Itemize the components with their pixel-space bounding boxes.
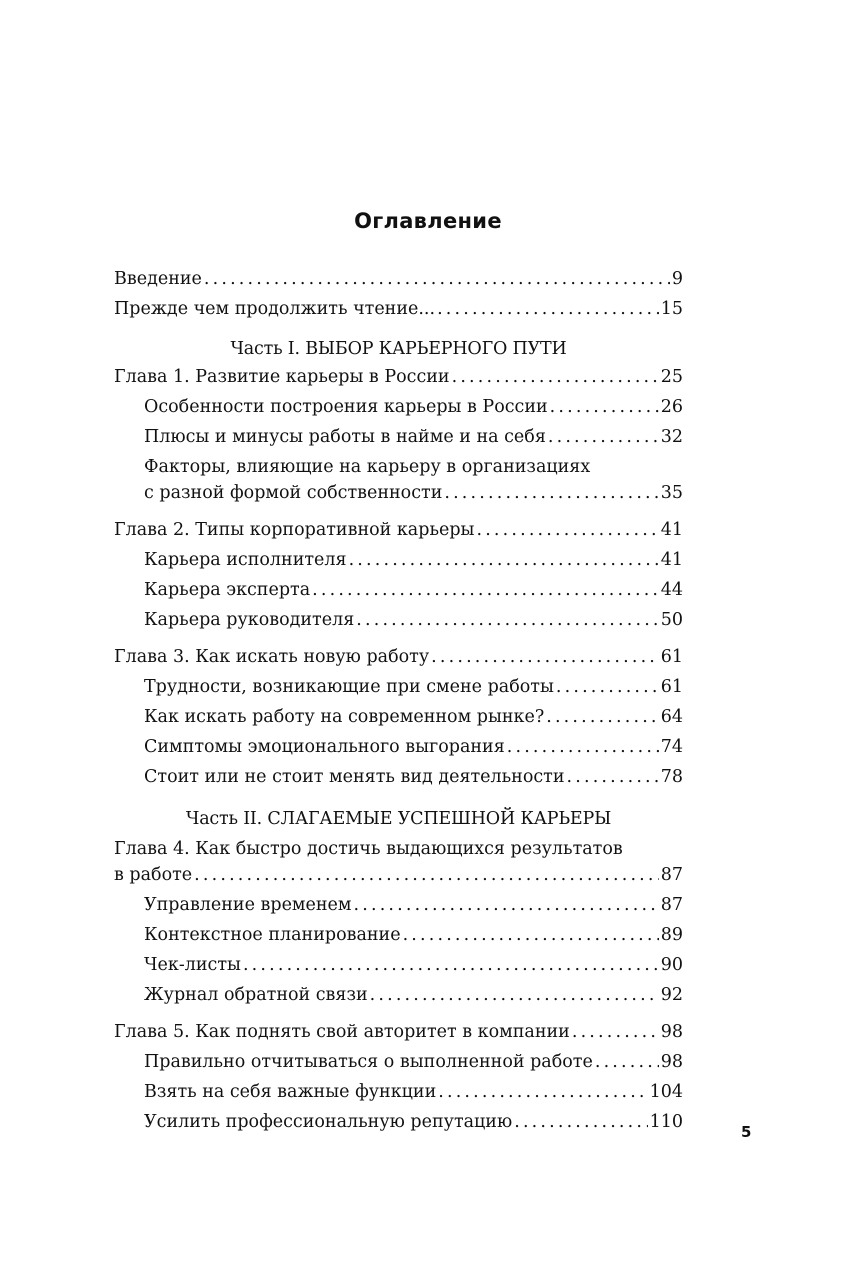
entry-label: Как искать работу на современном рынке? <box>144 707 545 727</box>
entry-label: Симптомы эмоционального выгорания <box>144 737 505 757</box>
section-entry <box>114 1049 683 1075</box>
entry-page: 89 <box>660 925 683 945</box>
entry-label: Журнал обратной связи <box>144 985 368 1005</box>
dot-leader <box>370 982 659 1008</box>
entry-label: Карьера эксперта <box>144 580 311 600</box>
chapter-entry <box>114 1019 683 1045</box>
section-entry-line: Факторы, влияющие на карьеру в организациях <box>144 457 591 477</box>
chapter-entry <box>114 364 683 390</box>
entry-page: 78 <box>660 767 683 787</box>
entry-label: Усилить профессиональную репутацию <box>144 1112 513 1132</box>
dot-leader <box>349 547 659 573</box>
entry-page: 61 <box>660 677 683 697</box>
chapter-entry <box>114 644 683 670</box>
dot-leader <box>452 364 659 390</box>
chapter-entry <box>114 517 683 543</box>
dot-leader <box>595 1049 659 1075</box>
section-entry <box>114 577 683 603</box>
dot-leader <box>194 862 659 888</box>
dot-leader <box>556 674 659 700</box>
toc-entry <box>114 296 683 322</box>
dot-leader <box>476 517 658 543</box>
entry-page: 41 <box>660 550 683 570</box>
entry-label: Управление временем <box>144 895 352 915</box>
page-number: 5 <box>741 1123 752 1141</box>
entry-label: Карьера исполнителя <box>144 550 347 570</box>
part-heading: Часть II. СЛАГАЕМЫЕ УСПЕШНОЙ КАРЬЕРЫ <box>185 809 612 829</box>
entry-page: 61 <box>660 647 683 667</box>
entry-page: 15 <box>660 299 683 319</box>
dot-leader <box>312 577 659 603</box>
dot-leader <box>572 1019 659 1045</box>
entry-label: Стоит или не стоит менять вид деятельности <box>144 767 565 787</box>
section-entry <box>114 1109 683 1135</box>
table-of-contents <box>114 266 683 1135</box>
dot-leader <box>550 394 659 420</box>
part-heading: Часть I. ВЫБОР КАРЬЕРНОГО ПУТИ <box>230 339 567 359</box>
section-entry <box>114 1079 683 1105</box>
dot-leader <box>437 296 659 322</box>
dot-leader <box>354 892 659 918</box>
entry-page: 32 <box>660 427 683 447</box>
entry-page: 110 <box>649 1112 683 1132</box>
section-entry <box>114 734 683 760</box>
entry-label: Введение <box>114 269 202 289</box>
entry-label: Карьера руководителя <box>144 610 355 630</box>
entry-page: 50 <box>660 610 683 630</box>
entry-label: с разной формой собственности <box>144 483 443 503</box>
entry-page: 104 <box>649 1082 683 1102</box>
chapter-entry <box>114 862 683 888</box>
entry-label: в работе <box>114 865 193 885</box>
entry-page: 25 <box>660 367 683 387</box>
section-entry <box>114 607 683 633</box>
entry-label: Правильно отчитываться о выполненной работе <box>144 1052 593 1072</box>
section-entry <box>114 982 683 1008</box>
dot-leader <box>431 644 659 670</box>
section-entry <box>114 674 683 700</box>
section-entry <box>114 892 683 918</box>
entry-label: Особенности построения карьеры в России <box>144 397 548 417</box>
dot-leader <box>403 922 659 948</box>
dot-leader <box>507 734 659 760</box>
entry-label: Трудности, возникающие при смене работы <box>144 677 554 697</box>
entry-page: 92 <box>660 985 683 1005</box>
section-entry <box>114 424 683 450</box>
entry-label: Чек-листы <box>144 955 241 975</box>
section-entry <box>114 704 683 730</box>
dot-leader <box>567 764 659 790</box>
entry-page: 87 <box>660 865 683 885</box>
dot-leader <box>204 266 670 292</box>
section-entry <box>114 480 683 506</box>
entry-page: 64 <box>660 707 683 727</box>
entry-label: Глава 1. Развитие карьеры в России <box>114 367 450 387</box>
section-entry <box>114 547 683 573</box>
dot-leader <box>356 607 658 633</box>
entry-label: Глава 3. Как искать новую работу <box>114 647 430 667</box>
entry-label: Взять на себя важные функции <box>144 1082 437 1102</box>
entry-page: 90 <box>660 955 683 975</box>
entry-page: 98 <box>660 1052 683 1072</box>
entry-page: 26 <box>660 397 683 417</box>
entry-label: Глава 2. Типы корпоративной карьеры <box>114 520 475 540</box>
entry-page: 9 <box>671 269 683 289</box>
dot-leader <box>438 1079 647 1105</box>
dot-leader <box>243 952 659 978</box>
chapter-entry-line: Глава 4. Как быстро достичь выдающихся результатов <box>114 839 623 859</box>
entry-page: 41 <box>660 520 683 540</box>
section-entry <box>114 922 683 948</box>
entry-label: Контекстное планирование <box>144 925 401 945</box>
entry-label: Прежде чем продолжить чтение... <box>114 299 436 319</box>
entry-page: 74 <box>660 737 683 757</box>
dot-leader <box>548 424 659 450</box>
entry-label: Плюсы и минусы работы в найме и на себя <box>144 427 546 447</box>
section-entry <box>114 764 683 790</box>
toc-entry <box>114 266 683 292</box>
entry-page: 98 <box>660 1022 683 1042</box>
section-entry <box>114 394 683 420</box>
dot-leader <box>546 704 659 730</box>
entry-page: 35 <box>660 483 683 503</box>
page-title: Оглавление <box>354 209 502 233</box>
entry-page: 44 <box>660 580 683 600</box>
dot-leader <box>444 480 658 506</box>
entry-label: Глава 5. Как поднять свой авторитет в компании <box>114 1022 570 1042</box>
dot-leader <box>514 1109 647 1135</box>
entry-page: 87 <box>660 895 683 915</box>
section-entry <box>114 952 683 978</box>
